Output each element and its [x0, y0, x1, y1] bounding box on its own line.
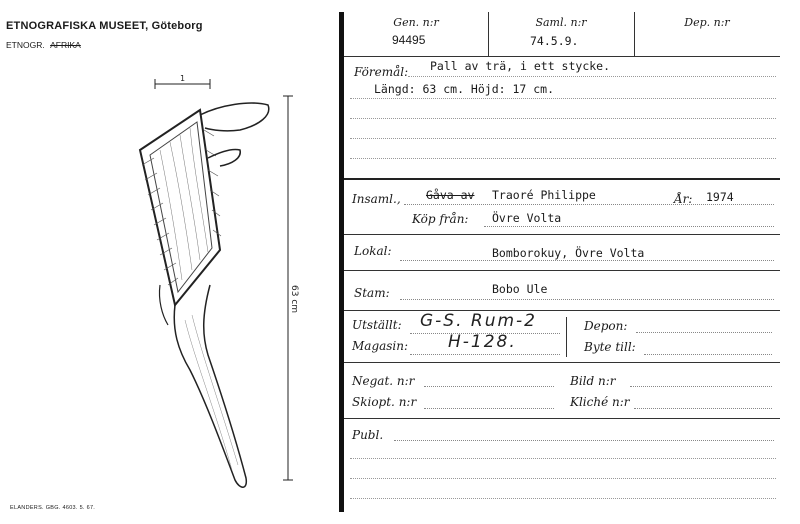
lokal-value: Bomborokuy, Övre Volta [492, 246, 645, 260]
magasin-label: Magasin: [352, 339, 409, 353]
etnogr-struck-text: AFRIKA [50, 40, 81, 50]
depon-label: Depon: [584, 319, 628, 333]
museum-header [6, 20, 203, 50]
utstallt-value: G-S. Rum-2 [420, 311, 538, 331]
etnogr-line [6, 40, 203, 50]
museum-name: ETNOGRAFISKA MUSEET, Göteborg [6, 20, 203, 32]
etnogr-prefix: ETNOGR. [6, 40, 45, 50]
byte-label: Byte till: [584, 340, 636, 354]
negat-label: Negat. n:r [352, 374, 415, 388]
foremal-line2: Längd: 63 cm. Höjd: 17 cm. [374, 82, 555, 96]
stam-value: Bobo Ule [492, 282, 548, 296]
lokal-label: Lokal: [354, 244, 392, 258]
kliche-label: Kliché n:r [570, 395, 630, 409]
stool-drawing [120, 70, 320, 500]
kop-value: Övre Volta [492, 211, 562, 225]
printer-footer: ELANDERS. GBG. 4603. 5. 67. [10, 505, 96, 511]
foremal-label: Föremål: [354, 65, 409, 79]
ar-value: 1974 [706, 190, 734, 204]
gen-value: 94495 [392, 33, 426, 47]
kop-label: Köp från: [412, 212, 469, 226]
measure-label: 63 cm [289, 285, 299, 314]
bild-label: Bild n:r [570, 374, 616, 388]
catalogue-card [344, 12, 780, 512]
skiopt-label: Skiopt. n:r [352, 395, 417, 409]
saml-label: Saml. n:r [535, 16, 587, 29]
gen-label: Gen. n:r [393, 16, 439, 29]
insaml-label: Insaml., [352, 192, 401, 206]
utstallt-label: Utställt: [352, 318, 402, 332]
foremal-line1: Pall av trä, i ett stycke. [430, 59, 611, 73]
insaml-struck: Gåva av [426, 188, 475, 202]
magasin-value: H-128. [448, 332, 517, 352]
ar-label: År: [674, 192, 693, 206]
publ-label: Publ. [352, 428, 384, 442]
scale-mark: 1 [180, 74, 186, 83]
saml-value: 74.5.9. [530, 34, 579, 48]
insaml-value: Traoré Philippe [492, 188, 596, 202]
stam-label: Stam: [354, 286, 390, 300]
dep-label: Dep. n:r [684, 16, 730, 29]
